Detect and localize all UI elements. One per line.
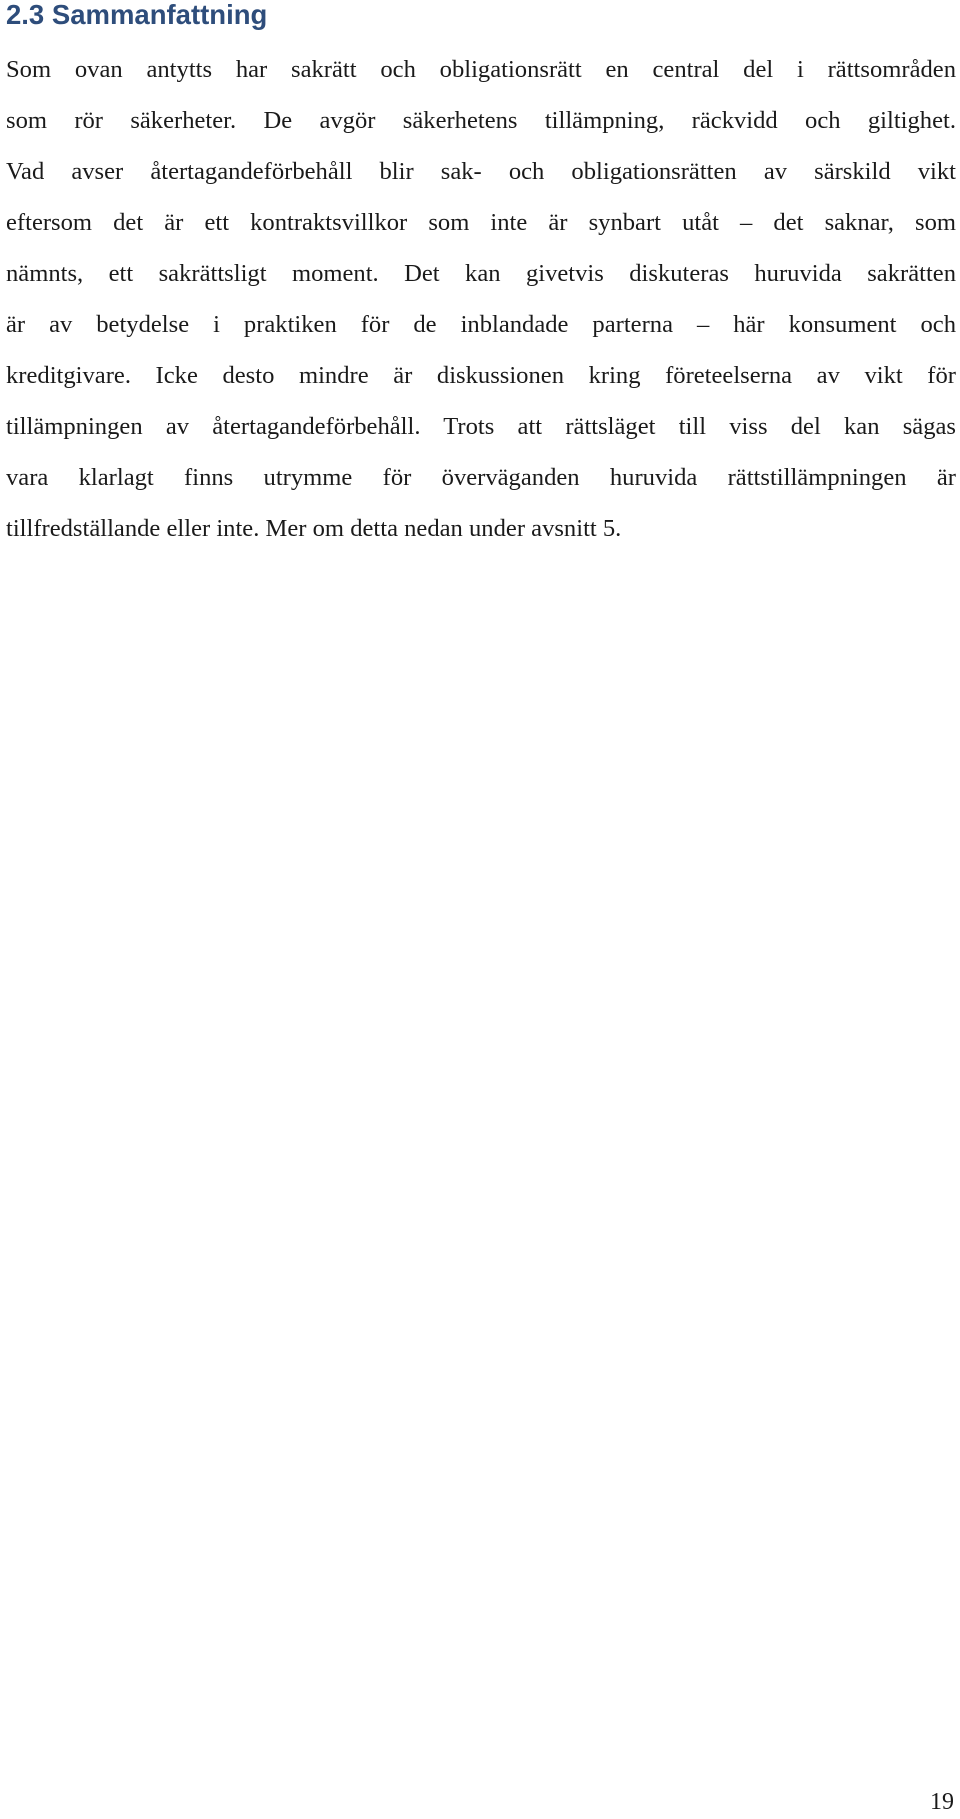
paragraph-line: tillämpningen av återtagandeförbehåll. Trots att rättsläget till viss del kan sägas — [6, 413, 956, 440]
paragraph-line: Som ovan antytts har sakrätt och obligationsrätt en central del i rättsområden — [6, 56, 956, 83]
page-number: 19 — [930, 1789, 954, 1815]
paragraph-line: vara klarlagt finns utrymme för överväganden huruvida rättstillämpningen är — [6, 464, 956, 491]
section-heading: 2.3 Sammanfattning — [6, 0, 268, 30]
paragraph-line: är av betydelse i praktiken för de inblandade parterna – här konsument och — [6, 311, 956, 338]
paragraph-line: nämnts, ett sakrättsligt moment. Det kan givetvis diskuteras huruvida sakrätten — [6, 260, 956, 287]
paragraph-line: eftersom det är ett kontraktsvillkor som inte är synbart utåt – det saknar, som — [6, 209, 956, 236]
body-paragraph — [6, 50, 956, 560]
paragraph-line: kreditgivare. Icke desto mindre är diskussionen kring företeelserna av vikt för — [6, 362, 956, 389]
paragraph-line: tillfredställande eller inte. Mer om detta nedan under avsnitt 5. — [6, 515, 622, 542]
paragraph-line: som rör säkerheter. De avgör säkerhetens tillämpning, räckvidd och giltighet. — [6, 107, 956, 134]
paragraph-line: Vad avser återtagandeförbehåll blir sak- och obligationsrätten av särskild vikt — [6, 158, 956, 185]
